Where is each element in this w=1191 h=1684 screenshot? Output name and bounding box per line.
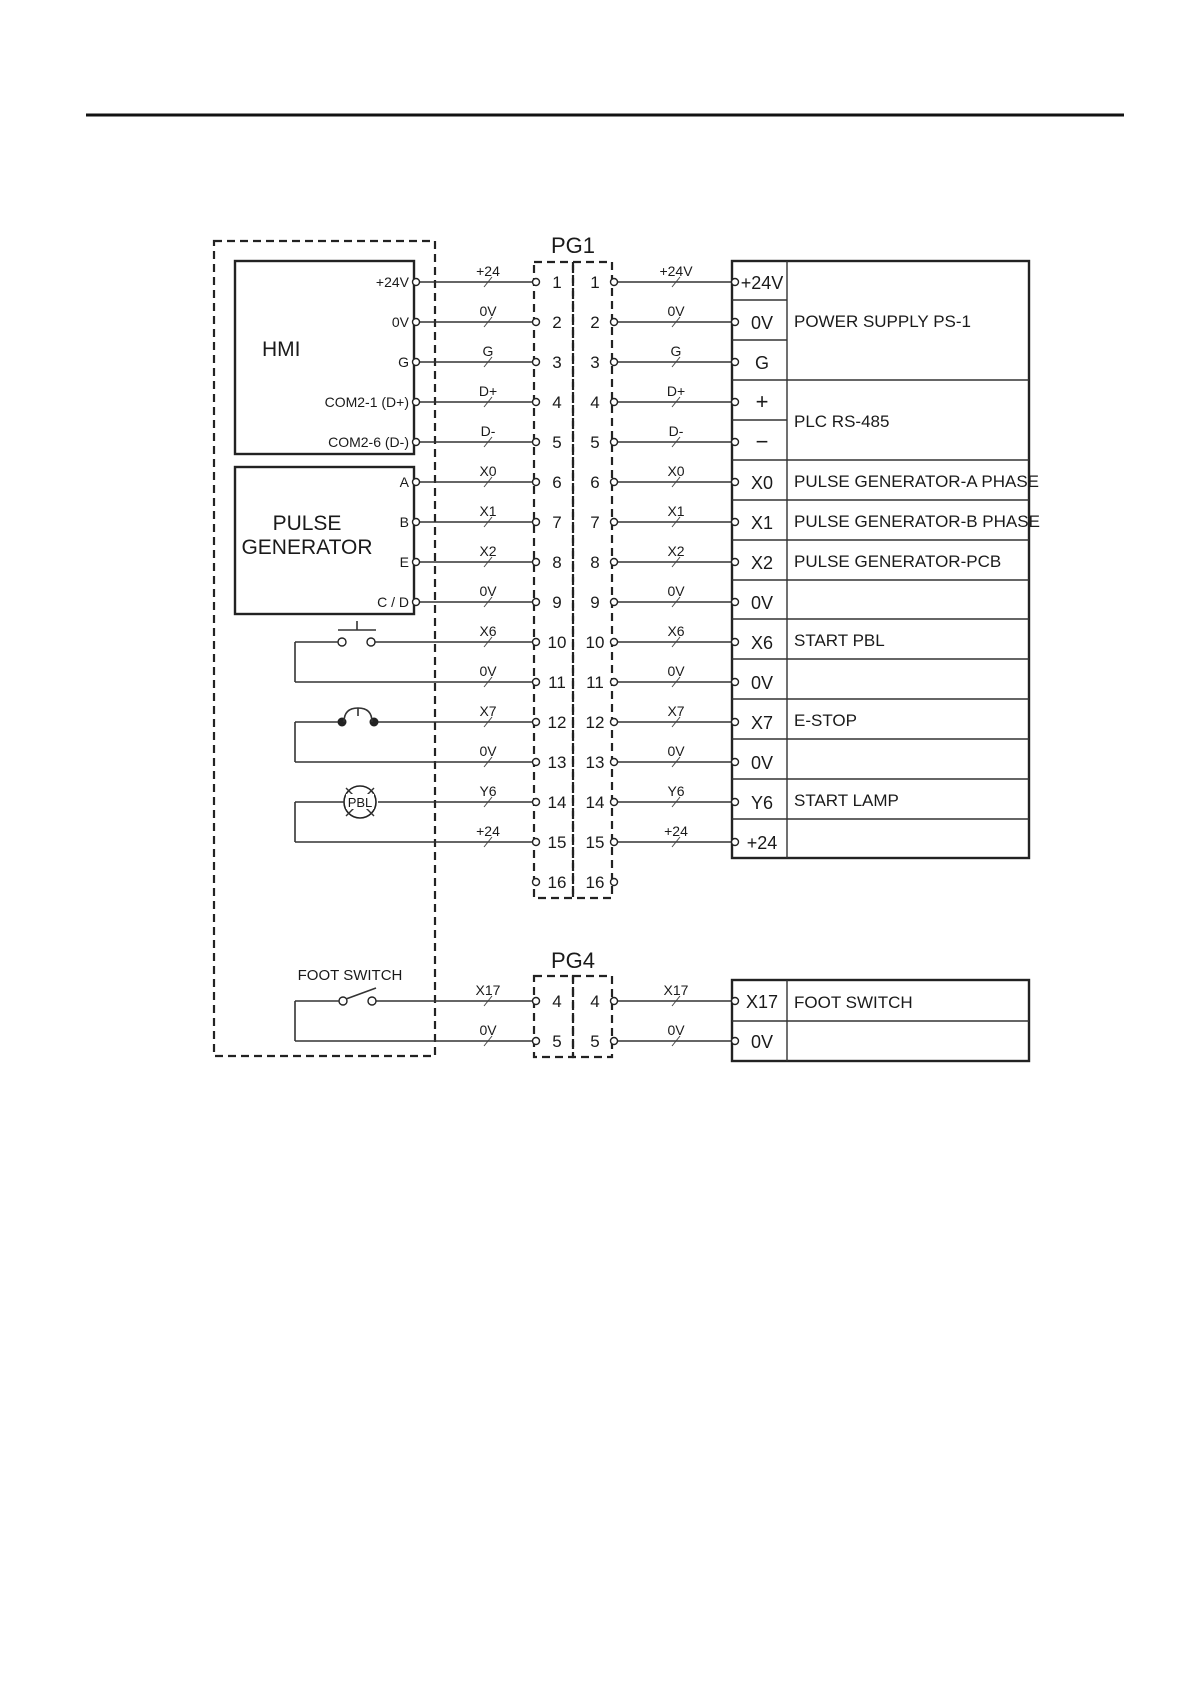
start-pushbutton bbox=[295, 621, 534, 682]
pg1-socket-pin-4: 4 bbox=[590, 393, 600, 412]
pg1-table-dot-12 bbox=[732, 719, 739, 726]
pg1-socket-pin-11: 11 bbox=[586, 673, 604, 692]
pg1-socket-dot-13 bbox=[611, 759, 618, 766]
pg1-plug-dot-13 bbox=[533, 759, 540, 766]
pg1-socket-dot-15 bbox=[611, 839, 618, 846]
pg1-plug-pin-7: 7 bbox=[552, 513, 562, 532]
pg1-plug-dot-10 bbox=[533, 639, 540, 646]
pg1-socket-dot-5 bbox=[611, 439, 618, 446]
pg1-socket-pin-1: 1 bbox=[590, 273, 600, 292]
pg1-wire-label-11: 0V bbox=[479, 663, 497, 679]
pg1-plug-dot-2 bbox=[533, 319, 540, 326]
pg1-table-dot-4 bbox=[732, 399, 739, 406]
pg1-wire-label-2: 0V bbox=[479, 303, 497, 319]
pg1-terminal-14: Y6 bbox=[750, 793, 774, 813]
pg4-socket-pin-4: 4 bbox=[590, 992, 600, 1011]
pg1-plug-dot-5 bbox=[533, 439, 540, 446]
pg1-socket-pin-5: 5 bbox=[590, 433, 600, 452]
pg1-plug-pin-5: 5 bbox=[552, 433, 562, 452]
pg1-socket-dot-3 bbox=[611, 359, 618, 366]
pg1-table-dot-7 bbox=[732, 519, 739, 526]
pg1-rwire-label-13: 0V bbox=[667, 743, 685, 759]
pg1-socket-dot-12 bbox=[611, 719, 618, 726]
pg1-socket-dot-1 bbox=[611, 279, 618, 286]
device-terminal-6 bbox=[413, 479, 420, 486]
pg1-plug-pin-3: 3 bbox=[552, 353, 562, 372]
device-terminal-8 bbox=[413, 559, 420, 566]
pbl-lamp-label: PBL bbox=[347, 795, 373, 810]
desc-foot-switch: FOOT SWITCH bbox=[794, 993, 913, 1012]
pg1-terminal-15: +24 bbox=[746, 833, 778, 853]
pg1-rwire-label-1: +24V bbox=[659, 263, 693, 279]
pg1-table-dot-5 bbox=[732, 439, 739, 446]
pg1-socket-pin-10: 10 bbox=[585, 633, 605, 652]
pg1-rwire-label-7: X1 bbox=[667, 503, 685, 519]
pg-terminal-1: B bbox=[399, 514, 409, 530]
pg1-socket-dot-9 bbox=[611, 599, 618, 606]
pg1-socket-dot-4 bbox=[611, 399, 618, 406]
pg1-socket-dot-16 bbox=[611, 879, 618, 886]
pg1-plug-pin-14: 14 bbox=[547, 793, 567, 812]
pg1-socket-pin-3: 3 bbox=[590, 353, 600, 372]
pg4-rwire-label-5: 0V bbox=[667, 1022, 685, 1038]
device-terminal-1 bbox=[413, 279, 420, 286]
pulse-generator-label-1: PULSE bbox=[272, 512, 342, 535]
pg1-wire-label-3: G bbox=[482, 343, 494, 359]
pg1-wire-label-10: X6 bbox=[479, 623, 497, 639]
pg1-plug-pin-8: 8 bbox=[552, 553, 562, 572]
pg1-socket-pin-7: 7 bbox=[590, 513, 600, 532]
desc-estop: E-STOP bbox=[794, 711, 857, 730]
desc-start-pbl: START PBL bbox=[794, 631, 885, 650]
pg1-plug-dot-14 bbox=[533, 799, 540, 806]
hmi-terminal-2: G bbox=[398, 354, 409, 370]
pg4-plug-pin-5: 5 bbox=[552, 1032, 562, 1051]
pg1-plug-dot-1 bbox=[533, 279, 540, 286]
pg1-plug-pin-16: 16 bbox=[547, 873, 567, 892]
pg1-rwire-label-6: X0 bbox=[667, 463, 685, 479]
pg1-table-dot-10 bbox=[732, 639, 739, 646]
pg1-title: PG1 bbox=[550, 233, 596, 258]
pg1-rwire-label-5: D- bbox=[668, 423, 684, 439]
pg1-socket-pin-16: 16 bbox=[585, 873, 605, 892]
pg1-table-dot-11 bbox=[732, 679, 739, 686]
pg1-terminal-6: X0 bbox=[750, 473, 774, 493]
pg1-plug-pin-11: 11 bbox=[548, 673, 566, 692]
pg1-plug-dot-7 bbox=[533, 519, 540, 526]
hmi-terminal-0: +24V bbox=[375, 274, 409, 290]
device-terminal-7 bbox=[413, 519, 420, 526]
pg1-socket-pin-9: 9 bbox=[590, 593, 600, 612]
pg1-rwire-label-14: Y6 bbox=[667, 783, 685, 799]
pg1-rwire-label-8: X2 bbox=[667, 543, 685, 559]
pg1-plug-pin-13: 13 bbox=[547, 753, 567, 772]
pg1-rwire-label-9: 0V bbox=[667, 583, 685, 599]
pg1-rwire-label-15: +24 bbox=[664, 823, 688, 839]
pg1-table-dot-6 bbox=[732, 479, 739, 486]
device-terminal-2 bbox=[413, 319, 420, 326]
hmi-terminal-4: COM2-6 (D-) bbox=[328, 434, 409, 450]
device-terminal-5 bbox=[413, 439, 420, 446]
pg1-rwire-label-11: 0V bbox=[667, 663, 685, 679]
pg1-socket-pin-2: 2 bbox=[590, 313, 600, 332]
pg1-socket-pin-6: 6 bbox=[590, 473, 600, 492]
pg1-table-dot-2 bbox=[732, 319, 739, 326]
pg1-wire-label-7: X1 bbox=[479, 503, 497, 519]
pg1-terminal-12: X7 bbox=[750, 713, 774, 733]
pg1-table-dot-8 bbox=[732, 559, 739, 566]
pg4-socket-dot-4 bbox=[611, 998, 618, 1005]
pg1-terminal-13: 0V bbox=[750, 753, 774, 773]
pg4-socket-dot-5 bbox=[611, 1038, 618, 1045]
pg4-plug-dot-5 bbox=[533, 1038, 540, 1045]
pg1-plug-dot-8 bbox=[533, 559, 540, 566]
pg1-socket-pin-12: 12 bbox=[585, 713, 605, 732]
pg1-wire-label-15: +24 bbox=[476, 823, 500, 839]
pg1-terminal-8: X2 bbox=[750, 553, 774, 573]
pg1-plug-dot-11 bbox=[533, 679, 540, 686]
hmi-label: HMI bbox=[262, 338, 301, 361]
pg1-terminal-1: +24V bbox=[740, 273, 784, 293]
pg1-wire-label-12: X7 bbox=[479, 703, 497, 719]
device-terminal-3 bbox=[413, 359, 420, 366]
pg1-plug-dot-12 bbox=[533, 719, 540, 726]
pg1-terminal-3: G bbox=[754, 353, 770, 373]
pg1-table-dot-9 bbox=[732, 599, 739, 606]
pg1-table-dot-13 bbox=[732, 759, 739, 766]
estop-switch bbox=[295, 708, 534, 762]
pg1-socket-dot-2 bbox=[611, 319, 618, 326]
pg1-plug-pin-6: 6 bbox=[552, 473, 562, 492]
desc-pg-pcb: PULSE GENERATOR-PCB bbox=[794, 552, 1002, 571]
device-terminal-4 bbox=[413, 399, 420, 406]
desc-pg-b: PULSE GENERATOR-B PHASE bbox=[794, 512, 1040, 531]
hmi-terminal-3: COM2-1 (D+) bbox=[324, 394, 409, 410]
pg4-rwire-label-4: X17 bbox=[663, 982, 689, 998]
pg4-socket-pin-5: 5 bbox=[590, 1032, 600, 1051]
pg1-plug-dot-9 bbox=[533, 599, 540, 606]
pg1-wire-label-14: Y6 bbox=[479, 783, 497, 799]
pg-terminal-3: C / D bbox=[377, 594, 409, 610]
pg1-socket-pin-13: 13 bbox=[585, 753, 605, 772]
pg4-plug-dot-4 bbox=[533, 998, 540, 1005]
pg1-terminal-2: 0V bbox=[750, 313, 774, 333]
pg1-rwire-label-4: D+ bbox=[666, 383, 686, 399]
pg1-terminal-5: − bbox=[755, 429, 769, 454]
pg1-wire-label-6: X0 bbox=[479, 463, 497, 479]
pg1-socket-dot-14 bbox=[611, 799, 618, 806]
pg1-plug-pin-4: 4 bbox=[552, 393, 562, 412]
pg1-plug-dot-4 bbox=[533, 399, 540, 406]
pg1-table-dot-3 bbox=[732, 359, 739, 366]
pg1-plug-dot-15 bbox=[533, 839, 540, 846]
pg1-plug-pin-2: 2 bbox=[552, 313, 562, 332]
pg1-plug-pin-10: 10 bbox=[547, 633, 567, 652]
pg1-wire-label-5: D- bbox=[480, 423, 496, 439]
pg1-terminal-9: 0V bbox=[750, 593, 774, 613]
pg1-wire-label-1: +24 bbox=[476, 263, 500, 279]
desc-pg-a: PULSE GENERATOR-A PHASE bbox=[794, 472, 1039, 491]
pg1-table-dot-1 bbox=[732, 279, 739, 286]
pg4-plug-pin-4: 4 bbox=[552, 992, 562, 1011]
pg1-wire-label-9: 0V bbox=[479, 583, 497, 599]
pg-terminal-0: A bbox=[399, 474, 409, 490]
pg1-rwire-label-10: X6 bbox=[667, 623, 685, 639]
device-terminal-9 bbox=[413, 599, 420, 606]
pg1-plug-pin-15: 15 bbox=[547, 833, 567, 852]
pg1-terminal-10: X6 bbox=[750, 633, 774, 653]
pg4-wire-label-4: X17 bbox=[475, 982, 501, 998]
desc-start-lamp: START LAMP bbox=[794, 791, 899, 810]
pg1-wire-label-13: 0V bbox=[479, 743, 497, 759]
foot-switch-label: FOOT SWITCH bbox=[297, 967, 403, 984]
pg1-socket-pin-8: 8 bbox=[590, 553, 600, 572]
pg1-plug-dot-16 bbox=[533, 879, 540, 886]
pg1-socket-dot-7 bbox=[611, 519, 618, 526]
pg1-plug-dot-6 bbox=[533, 479, 540, 486]
pg1-wire-label-8: X2 bbox=[479, 543, 497, 559]
pg4-wire-label-5: 0V bbox=[479, 1022, 497, 1038]
pg1-wire-label-4: D+ bbox=[478, 383, 498, 399]
pg-terminal-2: E bbox=[399, 554, 409, 570]
pg1-plug-pin-9: 9 bbox=[552, 593, 562, 612]
pg1-plug-pin-12: 12 bbox=[547, 713, 567, 732]
pulse-generator-label-2: GENERATOR bbox=[241, 536, 373, 559]
pg4-terminal-5: 0V bbox=[750, 1032, 774, 1052]
pg4-title: PG4 bbox=[550, 948, 596, 973]
pg4-table-dot-4 bbox=[732, 998, 739, 1005]
pg1-terminal-4: + bbox=[755, 389, 769, 414]
pg1-plug-pin-1: 1 bbox=[552, 273, 562, 292]
pg1-socket-dot-11 bbox=[611, 679, 618, 686]
pg1-socket-pin-14: 14 bbox=[585, 793, 605, 812]
pg1-rwire-label-12: X7 bbox=[667, 703, 685, 719]
desc-power-supply: POWER SUPPLY PS-1 bbox=[794, 312, 971, 331]
pg1-socket-dot-8 bbox=[611, 559, 618, 566]
connector-rows bbox=[325, 263, 784, 1052]
pg1-terminal-11: 0V bbox=[750, 673, 774, 693]
pg1-terminal-7: X1 bbox=[750, 513, 774, 533]
pg1-socket-pin-15: 15 bbox=[585, 833, 605, 852]
pg1-socket-dot-10 bbox=[611, 639, 618, 646]
desc-plc: PLC RS-485 bbox=[794, 412, 890, 431]
pg1-rwire-label-3: G bbox=[670, 343, 682, 359]
pg1-table-dot-14 bbox=[732, 799, 739, 806]
pg4-table-dot-5 bbox=[732, 1038, 739, 1045]
hmi-terminal-1: 0V bbox=[391, 314, 409, 330]
pg1-plug-dot-3 bbox=[533, 359, 540, 366]
pg1-socket-dot-6 bbox=[611, 479, 618, 486]
pg1-table-dot-15 bbox=[732, 839, 739, 846]
pg4-terminal-4: X17 bbox=[745, 992, 779, 1012]
pg1-rwire-label-2: 0V bbox=[667, 303, 685, 319]
